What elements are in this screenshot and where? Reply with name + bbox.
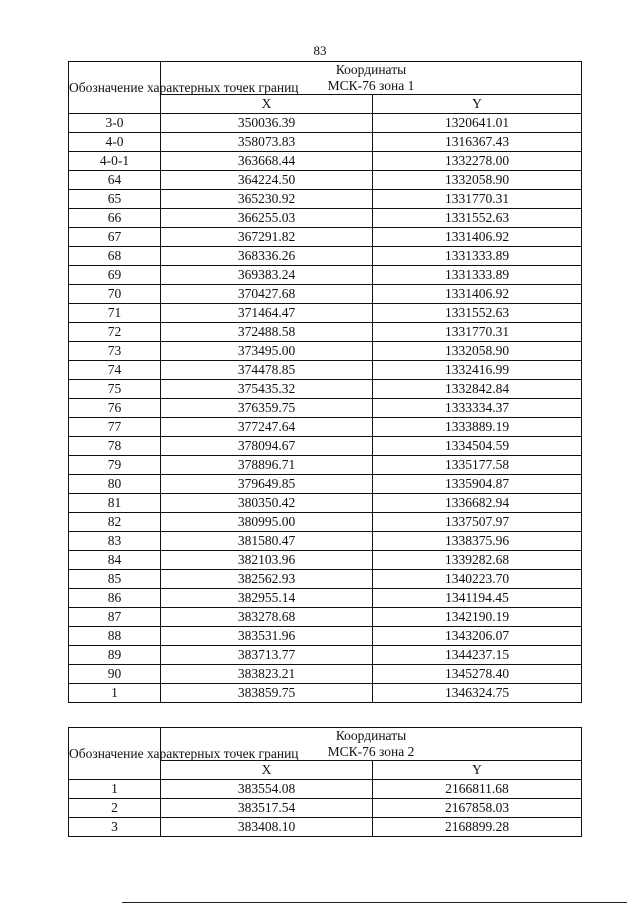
- y-coordinate-cell: 1346324.75: [373, 684, 582, 703]
- point-designation-cell: 80: [69, 475, 161, 494]
- table-body: [69, 728, 582, 837]
- point-designation-cell: 77: [69, 418, 161, 437]
- y-coordinate-cell: 1332416.99: [373, 361, 582, 380]
- table-row: [69, 342, 582, 361]
- table-row: [69, 665, 582, 684]
- page-number: 83: [313, 43, 327, 58]
- point-designation-cell: 75: [69, 380, 161, 399]
- x-coordinate-cell: 365230.92: [161, 190, 373, 209]
- y-coordinate-cell: 1331333.89: [373, 266, 582, 285]
- point-designation-cell: 84: [69, 551, 161, 570]
- y-coordinate-cell: 1335177.58: [373, 456, 582, 475]
- x-coordinate-cell: 380995.00: [161, 513, 373, 532]
- table-row: [69, 589, 582, 608]
- y-coordinate-cell: 1334504.59: [373, 437, 582, 456]
- table-row: [69, 114, 582, 133]
- x-coordinate-cell: 364224.50: [161, 171, 373, 190]
- x-coordinate-cell: 358073.83: [161, 133, 373, 152]
- point-designation-cell: 65: [69, 190, 161, 209]
- y-coordinate-cell: 1331406.92: [373, 285, 582, 304]
- table-row: [69, 456, 582, 475]
- y-coordinate-cell: 1331333.89: [373, 247, 582, 266]
- y-column-header: Y: [373, 761, 582, 780]
- point-designation-cell: 89: [69, 646, 161, 665]
- point-designation-cell: 88: [69, 627, 161, 646]
- table-row: [69, 399, 582, 418]
- point-designation-cell: 4-0-1: [69, 152, 161, 171]
- point-designation-cell: 3: [69, 818, 161, 837]
- x-coordinate-cell: 373495.00: [161, 342, 373, 361]
- coordinate-system-label: МСК-76 зона 2: [327, 744, 415, 759]
- table-row: [69, 266, 582, 285]
- x-column-header: X: [161, 761, 373, 780]
- table-row: [69, 532, 582, 551]
- table-row: [69, 418, 582, 437]
- point-designation-cell: 81: [69, 494, 161, 513]
- x-coordinate-cell: 350036.39: [161, 114, 373, 133]
- y-column-header: Y: [373, 95, 582, 114]
- x-coordinate-cell: 383823.21: [161, 665, 373, 684]
- y-coordinate-cell: 1332842.84: [373, 380, 582, 399]
- table-row: [69, 494, 582, 513]
- point-designation-cell: 69: [69, 266, 161, 285]
- table-row: [69, 437, 582, 456]
- x-coordinate-cell: 381580.47: [161, 532, 373, 551]
- table-header-row: [69, 728, 582, 761]
- point-designation-cell: 2: [69, 799, 161, 818]
- point-designation-cell: 67: [69, 228, 161, 247]
- table-row: [69, 209, 582, 228]
- table-row: [69, 684, 582, 703]
- y-coordinate-cell: 1337507.97: [373, 513, 582, 532]
- y-coordinate-cell: 2166811.68: [373, 780, 582, 799]
- x-coordinate-cell: 383531.96: [161, 627, 373, 646]
- y-coordinate-cell: 1339282.68: [373, 551, 582, 570]
- y-coordinate-cell: 1333889.19: [373, 418, 582, 437]
- point-designation-cell: 82: [69, 513, 161, 532]
- y-coordinate-cell: 1332278.00: [373, 152, 582, 171]
- x-coordinate-cell: 383859.75: [161, 684, 373, 703]
- coordinates-table-zone-2: [68, 727, 582, 837]
- table-row: [69, 799, 582, 818]
- point-designation-cell: 1: [69, 684, 161, 703]
- table-row: [69, 513, 582, 532]
- x-coordinate-cell: 382955.14: [161, 589, 373, 608]
- table-header-row: [69, 62, 582, 95]
- table-row: [69, 285, 582, 304]
- y-coordinate-cell: 1332058.90: [373, 171, 582, 190]
- x-coordinate-cell: 366255.03: [161, 209, 373, 228]
- x-coordinate-cell: 371464.47: [161, 304, 373, 323]
- x-coordinate-cell: 363668.44: [161, 152, 373, 171]
- table-row: [69, 627, 582, 646]
- point-designation-cell: 66: [69, 209, 161, 228]
- x-coordinate-cell: 370427.68: [161, 285, 373, 304]
- x-column-header: X: [161, 95, 373, 114]
- point-designation-cell: 4-0: [69, 133, 161, 152]
- point-designation-cell: 71: [69, 304, 161, 323]
- coordinates-header-title: Координаты: [335, 728, 407, 743]
- table-row: [69, 475, 582, 494]
- y-coordinate-cell: 1331406.92: [373, 228, 582, 247]
- x-coordinate-cell: 367291.82: [161, 228, 373, 247]
- x-coordinate-cell: 368336.26: [161, 247, 373, 266]
- point-designation-cell: 90: [69, 665, 161, 684]
- table-row: [69, 361, 582, 380]
- x-coordinate-cell: 376359.75: [161, 399, 373, 418]
- x-coordinate-cell: 383278.68: [161, 608, 373, 627]
- table-row: [69, 190, 582, 209]
- point-designation-cell: 73: [69, 342, 161, 361]
- table-row: [69, 304, 582, 323]
- y-coordinate-cell: 1336682.94: [373, 494, 582, 513]
- point-designation-cell: 72: [69, 323, 161, 342]
- coordinates-header-title: Координаты: [335, 62, 407, 77]
- x-coordinate-cell: 382562.93: [161, 570, 373, 589]
- x-coordinate-cell: 380350.42: [161, 494, 373, 513]
- x-coordinate-cell: 383554.08: [161, 780, 373, 799]
- designation-column-header: Обозначение характерных точек границ: [69, 728, 161, 780]
- y-coordinate-cell: 2168899.28: [373, 818, 582, 837]
- coordinates-table-zone-1: [68, 61, 582, 703]
- y-coordinate-cell: 1345278.40: [373, 665, 582, 684]
- point-designation-cell: 1: [69, 780, 161, 799]
- y-coordinate-cell: 1342190.19: [373, 608, 582, 627]
- table-row: [69, 152, 582, 171]
- x-coordinate-cell: 374478.85: [161, 361, 373, 380]
- y-coordinate-cell: 1332058.90: [373, 342, 582, 361]
- y-coordinate-cell: 1344237.15: [373, 646, 582, 665]
- y-coordinate-cell: 1316367.43: [373, 133, 582, 152]
- x-coordinate-cell: 383713.77: [161, 646, 373, 665]
- point-designation-cell: 85: [69, 570, 161, 589]
- y-coordinate-cell: 1331552.63: [373, 209, 582, 228]
- x-coordinate-cell: 383408.10: [161, 818, 373, 837]
- table-row: [69, 171, 582, 190]
- point-designation-cell: 87: [69, 608, 161, 627]
- y-coordinate-cell: 1331770.31: [373, 190, 582, 209]
- y-coordinate-cell: 1338375.96: [373, 532, 582, 551]
- table-row: [69, 228, 582, 247]
- table-row: [69, 323, 582, 342]
- y-coordinate-cell: 1333334.37: [373, 399, 582, 418]
- point-designation-cell: 79: [69, 456, 161, 475]
- table-row: [69, 551, 582, 570]
- x-coordinate-cell: 372488.58: [161, 323, 373, 342]
- y-coordinate-cell: 1341194.45: [373, 589, 582, 608]
- y-coordinate-cell: 1320641.01: [373, 114, 582, 133]
- point-designation-cell: 78: [69, 437, 161, 456]
- x-coordinate-cell: 378896.71: [161, 456, 373, 475]
- table-row: [69, 608, 582, 627]
- point-designation-cell: 74: [69, 361, 161, 380]
- table-row: [69, 780, 582, 799]
- y-coordinate-cell: 1340223.70: [373, 570, 582, 589]
- table-row: [69, 646, 582, 665]
- table-row: [69, 818, 582, 837]
- table-row: [69, 133, 582, 152]
- point-designation-cell: 70: [69, 285, 161, 304]
- table-row: [69, 570, 582, 589]
- x-coordinate-cell: 379649.85: [161, 475, 373, 494]
- y-coordinate-cell: 1331552.63: [373, 304, 582, 323]
- x-coordinate-cell: 377247.64: [161, 418, 373, 437]
- point-designation-cell: 64: [69, 171, 161, 190]
- table-row: [69, 247, 582, 266]
- y-coordinate-cell: 1331770.31: [373, 323, 582, 342]
- point-designation-cell: 68: [69, 247, 161, 266]
- point-designation-cell: 3-0: [69, 114, 161, 133]
- coordinate-system-label: МСК-76 зона 1: [327, 78, 415, 93]
- table-row: [69, 380, 582, 399]
- table-body: [69, 62, 582, 703]
- x-coordinate-cell: 383517.54: [161, 799, 373, 818]
- x-coordinate-cell: 375435.32: [161, 380, 373, 399]
- point-designation-cell: 76: [69, 399, 161, 418]
- y-coordinate-cell: 1343206.07: [373, 627, 582, 646]
- y-coordinate-cell: 1335904.87: [373, 475, 582, 494]
- y-coordinate-cell: 2167858.03: [373, 799, 582, 818]
- point-designation-cell: 86: [69, 589, 161, 608]
- page-bottom-rule: [122, 902, 627, 903]
- x-coordinate-cell: 378094.67: [161, 437, 373, 456]
- x-coordinate-cell: 369383.24: [161, 266, 373, 285]
- designation-column-header: Обозначение характерных точек границ: [69, 62, 161, 114]
- point-designation-cell: 83: [69, 532, 161, 551]
- x-coordinate-cell: 382103.96: [161, 551, 373, 570]
